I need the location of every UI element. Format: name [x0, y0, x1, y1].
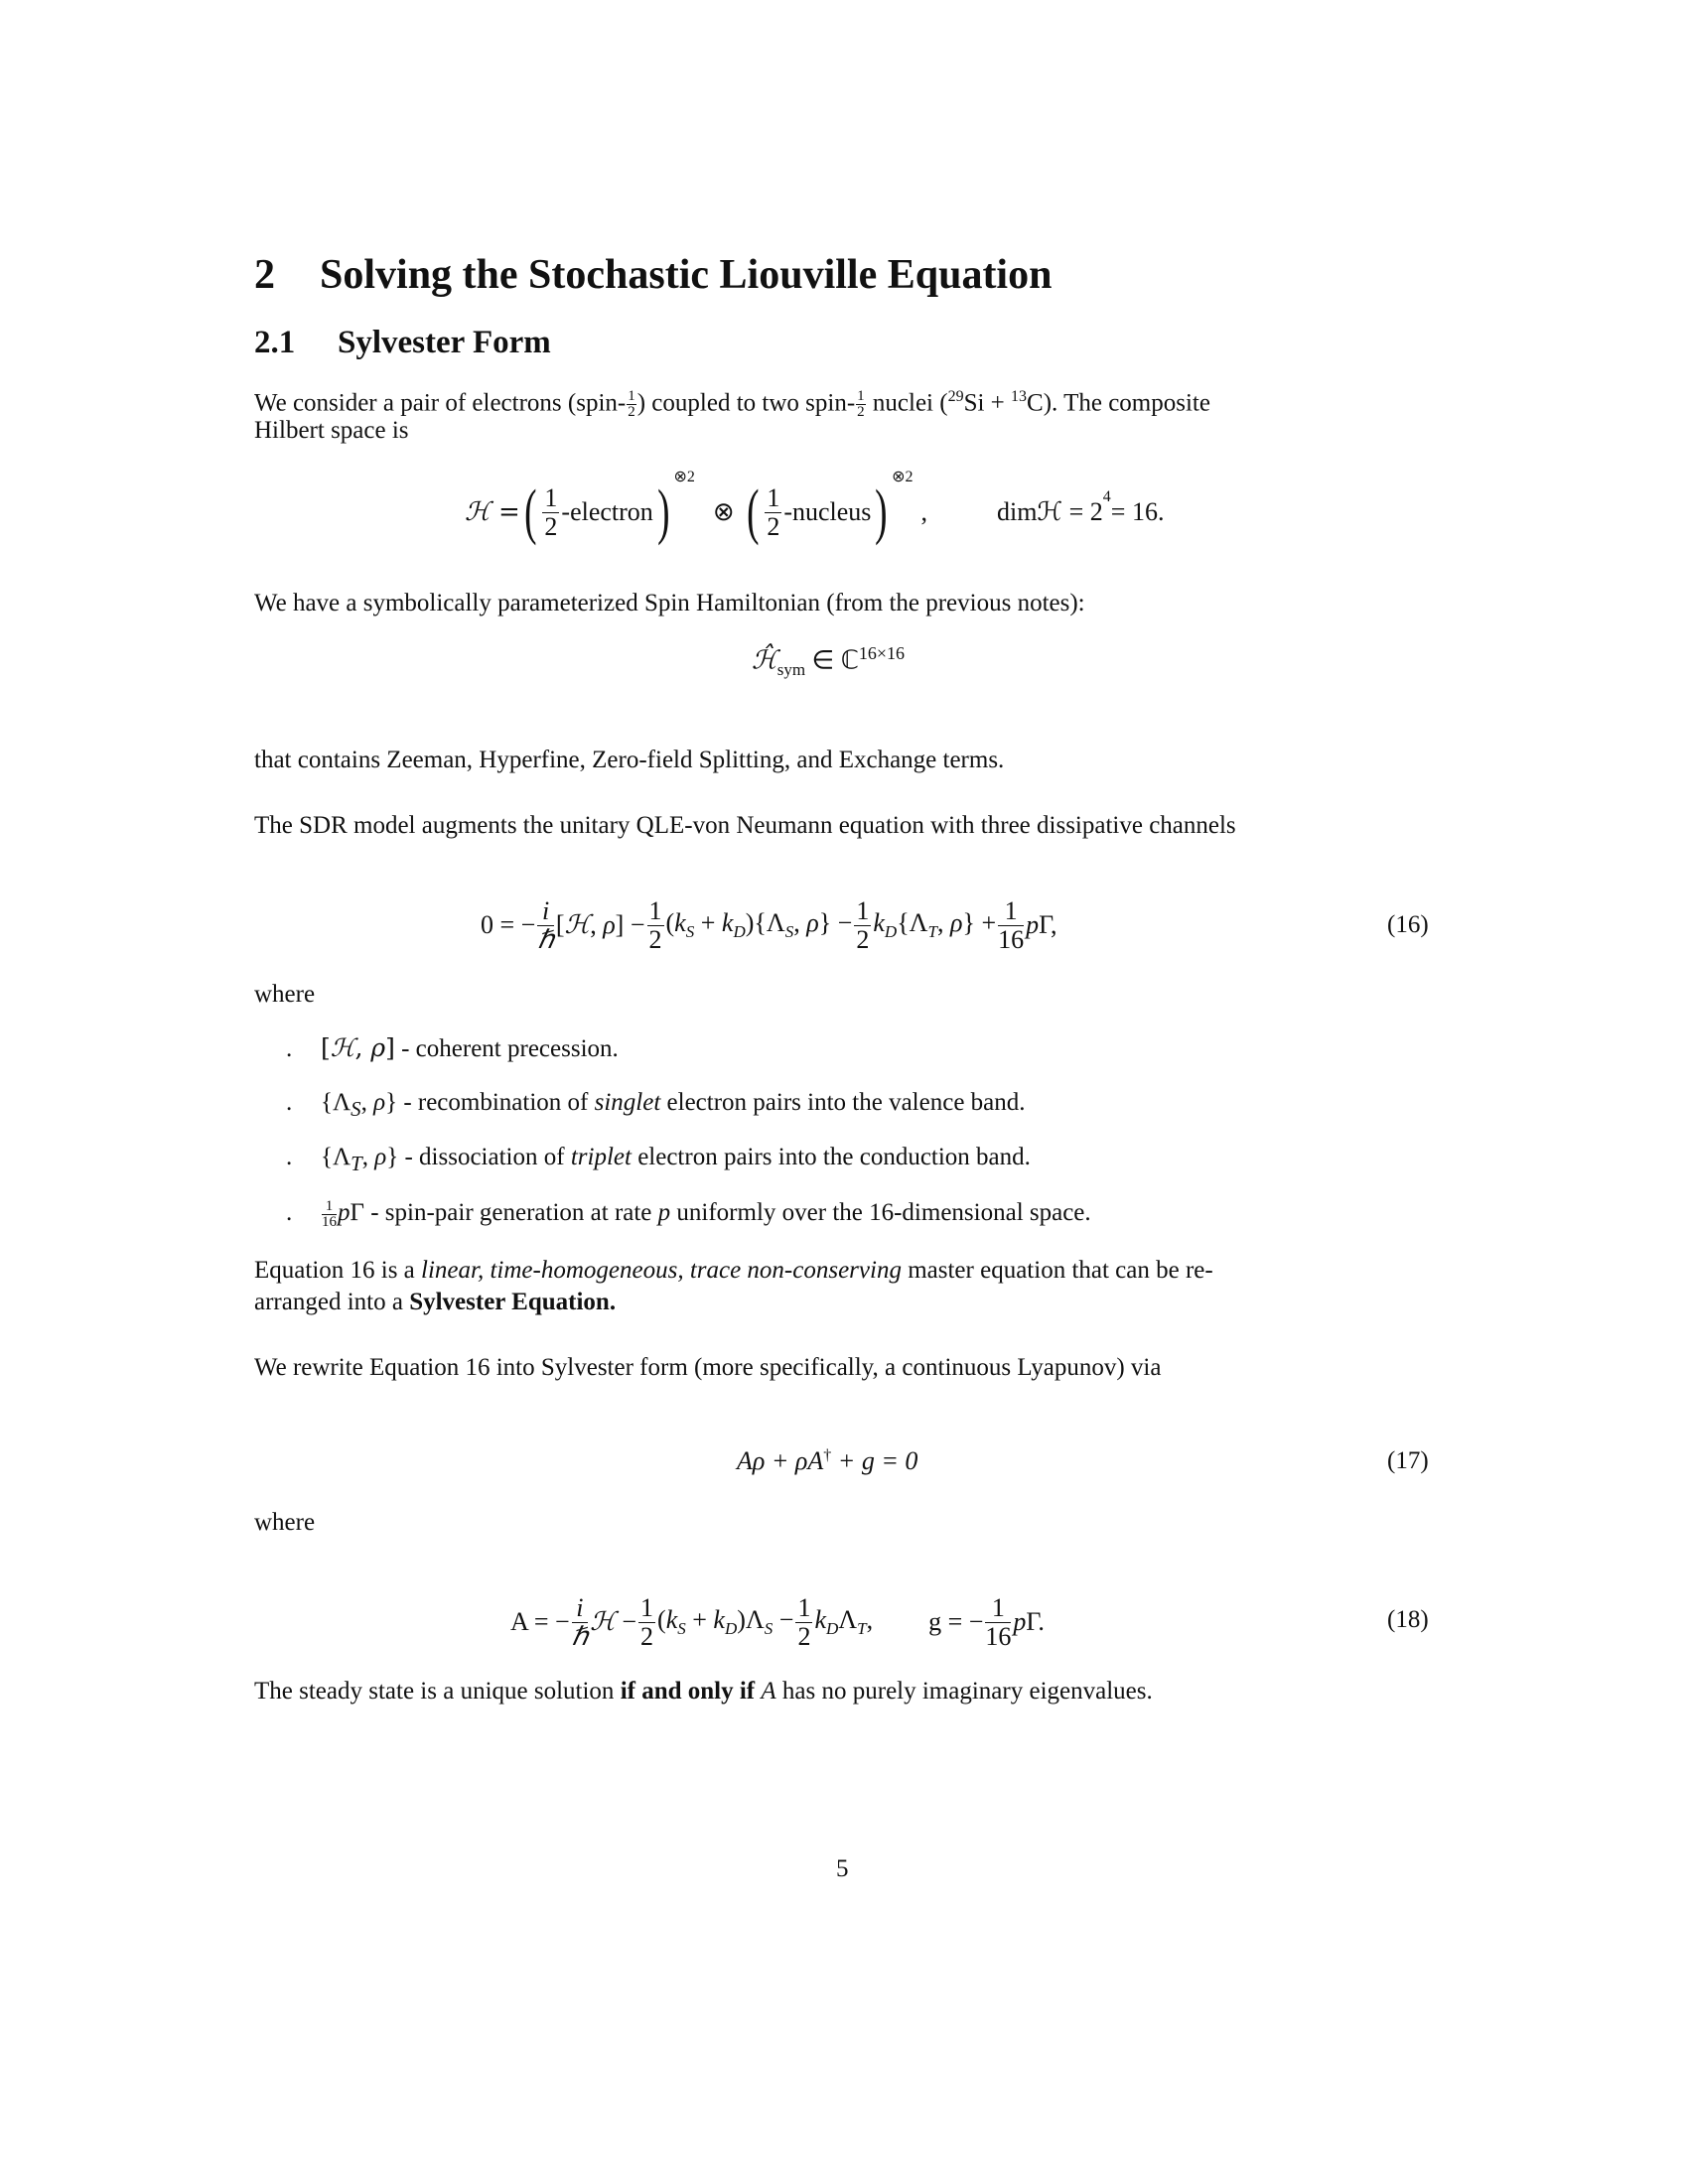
list-item: [286, 1089, 1026, 1122]
math-anticommutator: {$\Lambda_T$, ρ}: [321, 1144, 399, 1175]
section-number: 2: [254, 252, 275, 298]
numerator: 1: [856, 896, 870, 926]
text: Equation 16 is a: [254, 1257, 422, 1284]
text: ) coupled to two spin-: [636, 389, 856, 417]
math-text: pΓ,: [1026, 910, 1057, 939]
math-text: $(k_S + k_D)\Lambda_S$ −: [657, 1604, 794, 1639]
fraction: [572, 1594, 588, 1650]
list-item: [286, 1199, 1091, 1230]
text: arranged into a: [254, 1289, 410, 1315]
text: nuclei (: [866, 389, 948, 417]
strong-text: Sylvester Equation.: [409, 1289, 617, 1315]
fraction-half: [765, 484, 781, 540]
fraction: [854, 897, 871, 953]
paragraph-hamiltonian: We have a symbolically parameterized Spin Hamiltonian (from the previous notes):: [254, 590, 1085, 616]
denominator: 2: [856, 924, 870, 954]
left-paren: (: [523, 478, 537, 546]
paragraph-intro-line2: Hilbert space is: [254, 417, 409, 444]
item-text: uniformly over the 16-dimensional space.: [670, 1199, 1091, 1227]
subsection-title: Sylvester Form: [338, 325, 551, 360]
emphasis: linear, time-homogeneous, trace non-conserving: [421, 1257, 902, 1284]
fraction: [322, 1199, 337, 1230]
equation-17: [737, 1446, 917, 1476]
math-text: = 16.: [1110, 497, 1165, 526]
denominator: 2: [797, 1621, 811, 1651]
denominator: 16: [998, 924, 1025, 954]
denominator: 16: [985, 1621, 1012, 1651]
text: master equation that can be re-: [901, 1257, 1213, 1284]
numerator: 1: [767, 483, 780, 513]
numerator: 1: [857, 388, 865, 405]
math-text: ℋ =: [465, 497, 520, 527]
denominator: 2: [640, 1621, 654, 1651]
left-paren: (: [746, 478, 760, 546]
equation-16: [481, 886, 1057, 965]
denominator: ℏ: [537, 924, 554, 954]
math-symbol: A: [761, 1678, 776, 1705]
equation-number-17: (17): [1387, 1447, 1429, 1474]
where-label: where: [254, 1509, 316, 1536]
item-text: - recombination of: [397, 1089, 595, 1116]
fraction-half: [627, 389, 636, 420]
list-item: [286, 1144, 1031, 1176]
paragraph-rewrite: We rewrite Equation 16 into Sylvester form (more specifically, a continuous Lyapunov) via: [254, 1354, 1162, 1381]
numerator: 1: [628, 388, 635, 405]
text: We consider a pair of electrons (spin-: [254, 389, 627, 417]
paragraph-equation16-line2: [254, 1287, 616, 1318]
numerator: 1: [648, 896, 662, 926]
math-text: A = −: [510, 1607, 570, 1636]
bullet-marker: .: [286, 1199, 293, 1227]
numerator: 1: [640, 1593, 654, 1623]
fraction: [647, 897, 664, 953]
fraction: [998, 897, 1024, 953]
equation-hsym: [752, 643, 905, 680]
fraction: [638, 1594, 655, 1650]
math-text: $k_D\{\Lambda_T$, ρ} +: [873, 907, 997, 942]
numerator: 1: [797, 1593, 811, 1623]
text: Si +: [963, 389, 1012, 417]
math-text: ,: [920, 497, 927, 526]
right-paren: ): [656, 478, 670, 546]
section-heading: [254, 251, 1052, 299]
list-item: [286, 1033, 619, 1063]
section-title: Solving the Stochastic Liouville Equation: [320, 252, 1053, 298]
denominator: 2: [544, 511, 558, 541]
fraction-half: [542, 484, 559, 540]
math-text: Aρ + ρA: [737, 1446, 824, 1475]
paragraph-steady-state: [254, 1676, 1153, 1707]
emphasis: singlet: [594, 1089, 661, 1116]
denominator: 2: [857, 404, 865, 421]
subsection-heading: [254, 325, 551, 361]
exponent: 4: [1102, 488, 1111, 505]
math-commutator: [ℋ, ρ]: [321, 1033, 395, 1062]
denominator: 16: [322, 1214, 337, 1230]
tensor-power: ⊗2: [673, 469, 695, 485]
fraction: [537, 897, 553, 953]
equation-18: [510, 1582, 1045, 1662]
fraction-half: [856, 389, 866, 420]
dagger: †: [823, 1446, 832, 1464]
math-text: dimℋ = 2: [996, 497, 1103, 526]
paragraph-terms: that contains Zeeman, Hyperfine, Zero-field Splitting, and Exchange terms.: [254, 747, 1005, 773]
math-text: g = −: [928, 1607, 984, 1636]
item-text: electron pairs into the valence band.: [660, 1089, 1026, 1116]
numerator: 1: [322, 1199, 337, 1215]
text: The steady state is a unique solution: [254, 1678, 621, 1705]
numerator: 1: [998, 897, 1024, 925]
equation-number-18: (18): [1387, 1606, 1429, 1633]
math-text: $(k_S + k_D)\{\Lambda_S$, ρ} −: [665, 907, 853, 942]
paragraph-sdr-model: The SDR model augments the unitary QLE-von Neumann equation with three dissipative channels: [254, 812, 1236, 839]
math-text: 0 = −: [481, 910, 536, 939]
math-text: ℋ̂: [752, 645, 777, 676]
page-number: 5: [836, 1855, 849, 1882]
item-text: - dissociation of: [398, 1144, 571, 1170]
item-text: - spin-pair generation at rate: [363, 1199, 658, 1227]
math-text: ∈ ℂ: [805, 645, 859, 675]
equation-hilbert-space: [465, 467, 1164, 558]
numerator: 1: [544, 483, 558, 513]
where-label: where: [254, 981, 316, 1008]
denominator: ℏ: [571, 1621, 589, 1651]
math-generation-term: pΓ: [338, 1199, 364, 1227]
numerator: 1: [985, 1594, 1011, 1622]
text: has no purely imaginary eigenvalues.: [775, 1678, 1153, 1705]
denominator: 2: [628, 404, 635, 421]
fraction: [795, 1594, 812, 1650]
denominator: 2: [648, 924, 662, 954]
math-text: + g = 0: [831, 1446, 918, 1475]
superscript: 16×16: [858, 643, 906, 663]
item-text: electron pairs into the conduction band.: [631, 1144, 1031, 1170]
math-text: ℋ −: [590, 1607, 637, 1636]
tensor-power: ⊗2: [892, 469, 914, 485]
isotope-mass: 29: [947, 388, 964, 405]
bullet-marker: .: [286, 1144, 293, 1170]
math-text: $k_D\Lambda_T$,: [814, 1604, 874, 1639]
right-paren: ): [875, 478, 888, 546]
denominator: 2: [767, 511, 780, 541]
math-text: -nucleus: [783, 497, 872, 526]
math-anticommutator: {$\Lambda_S$, ρ}: [321, 1089, 398, 1121]
numerator: i: [572, 1594, 588, 1622]
emphasis: p: [657, 1199, 671, 1227]
numerator: i: [537, 897, 553, 925]
tensor-product-symbol: ⊗: [712, 497, 735, 526]
subscript: sym: [776, 659, 806, 679]
math-text: -electron: [561, 497, 653, 526]
item-text: - coherent precession.: [394, 1035, 619, 1062]
isotope-mass: 13: [1011, 388, 1028, 405]
subsection-number: 2.1: [254, 325, 296, 360]
bullet-marker: .: [286, 1035, 293, 1062]
math-text: pΓ.: [1013, 1607, 1045, 1636]
fraction: [985, 1594, 1011, 1650]
emphasis: triplet: [570, 1144, 632, 1170]
strong-text: if and only if: [620, 1678, 756, 1705]
bullet-marker: .: [286, 1089, 293, 1116]
math-text: [ℋ, ρ] −: [555, 910, 645, 939]
equation-number-16: (16): [1387, 911, 1429, 938]
paragraph-equation16-line1: [254, 1255, 1213, 1287]
text: C). The composite: [1027, 389, 1210, 417]
